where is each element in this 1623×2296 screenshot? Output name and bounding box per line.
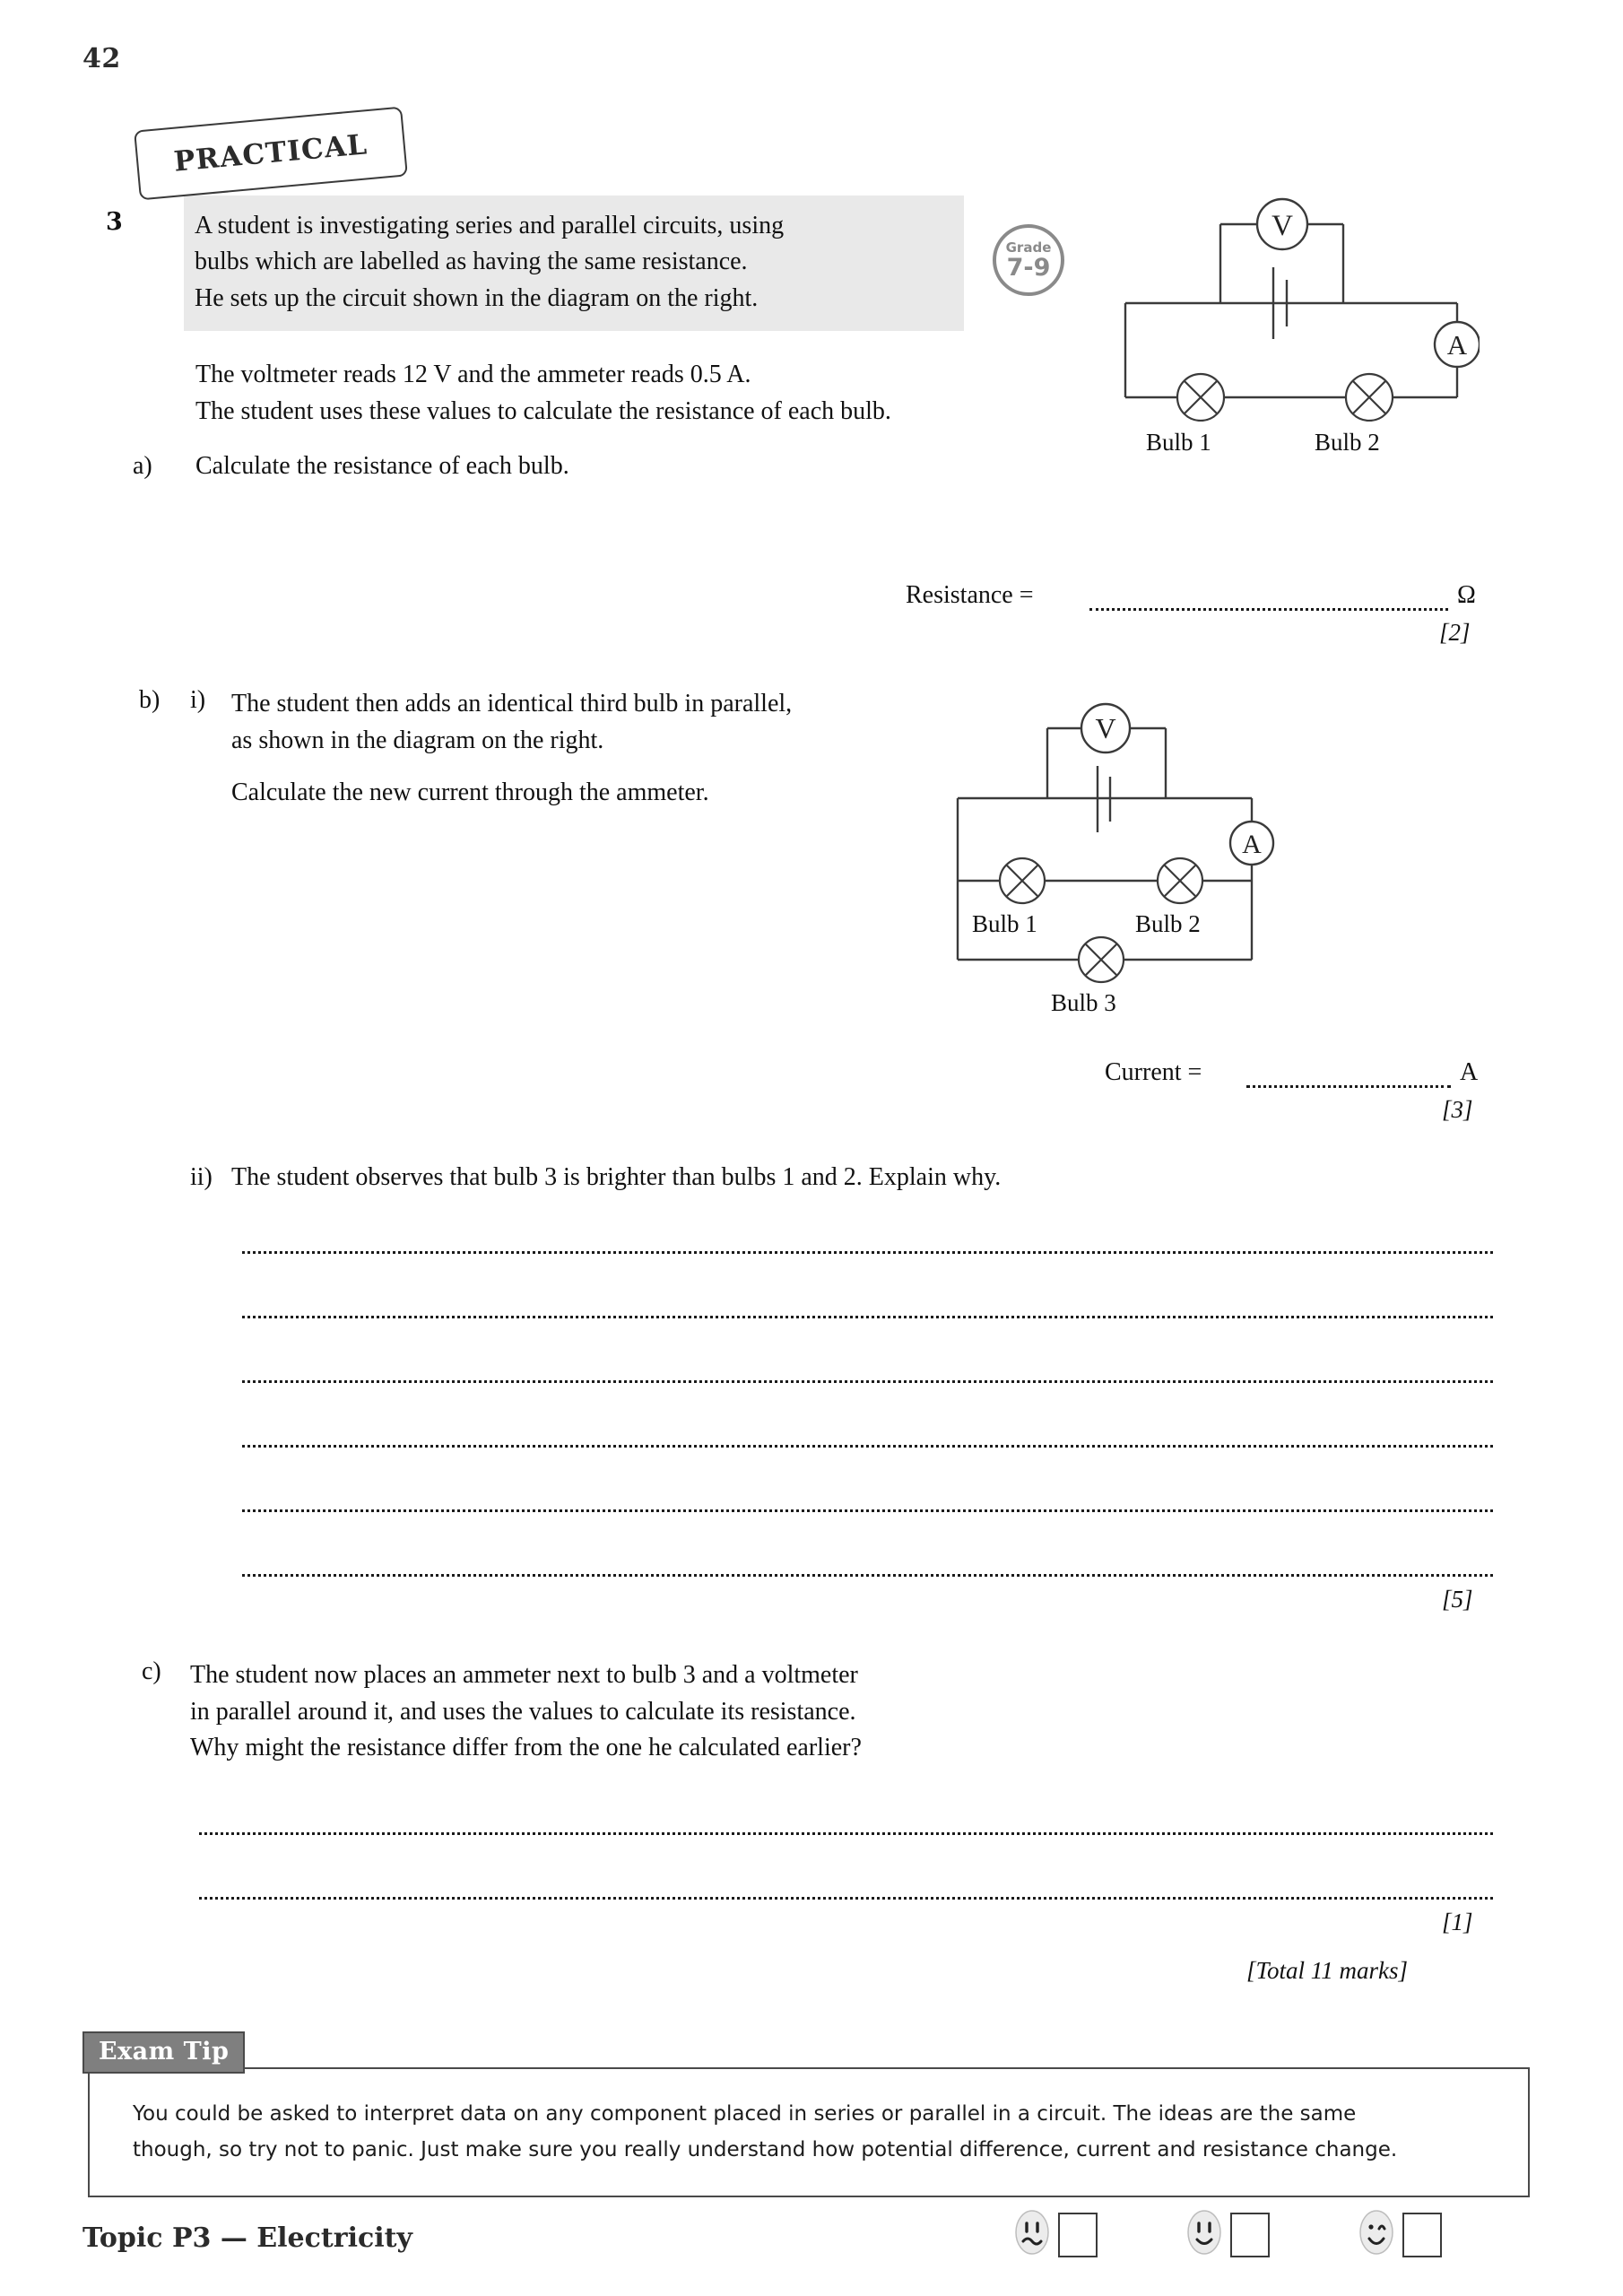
circuit-diagram-2 bbox=[940, 691, 1298, 1016]
page-number: 42 bbox=[82, 43, 121, 74]
exam-tip-line-2: though, so try not to panic. Just make sure you really understand how potential difference, current and resistance change. bbox=[133, 2137, 1398, 2161]
confidence-rating-1[interactable] bbox=[1011, 2208, 1098, 2261]
part-a-unit: Ω bbox=[1457, 581, 1476, 609]
practical-stamp-label: PRACTICAL bbox=[172, 128, 369, 178]
grade-badge bbox=[993, 224, 1064, 296]
part-c-line-2: in parallel around it, and uses the values to calculate its resistance. bbox=[190, 1697, 856, 1726]
part-b-ii-answer-line-3[interactable] bbox=[242, 1380, 1493, 1383]
circuit2-bulb3-label: Bulb 3 bbox=[1051, 989, 1116, 1016]
confidence-rating-2[interactable] bbox=[1184, 2208, 1270, 2261]
part-b-i-instruction: Calculate the new current through the ammeter. bbox=[231, 778, 709, 806]
part-a-text: Calculate the resistance of each bulb. bbox=[195, 452, 569, 480]
exam-tip-line-1: You could be asked to interpret data on any component placed in series or parallel in a circuit. The ideas are the same bbox=[133, 2102, 1357, 2126]
intro-line-2: bulbs which are labelled as having the same resistance. bbox=[195, 248, 748, 276]
readings-line-1: The voltmeter reads 12 V and the ammeter reads 0.5 A. bbox=[195, 361, 751, 388]
part-b-i-roman: i) bbox=[190, 686, 206, 714]
part-a-label: a) bbox=[133, 452, 152, 480]
part-c-label: c) bbox=[142, 1657, 161, 1685]
part-a-marks: [2] bbox=[1439, 619, 1471, 646]
part-c-text bbox=[190, 1657, 862, 1767]
practical-stamp bbox=[134, 107, 408, 201]
part-c-line-3: Why might the resistance differ from the one he calculated earlier? bbox=[190, 1734, 862, 1762]
circuit1-bulb1-label: Bulb 1 bbox=[1146, 429, 1211, 456]
confidence-checkbox-2[interactable] bbox=[1230, 2213, 1270, 2257]
part-a-answer-line[interactable] bbox=[1089, 608, 1448, 611]
readings-paragraph bbox=[195, 357, 891, 430]
part-b-i-answer-label: Current = bbox=[1105, 1058, 1202, 1086]
grade-badge-top: Grade bbox=[1005, 239, 1052, 256]
part-b-ii-answer-line-5[interactable] bbox=[242, 1509, 1493, 1512]
part-b-i-line-1: The student then adds an identical third bulb in parallel, bbox=[231, 690, 793, 718]
question-intro bbox=[184, 196, 964, 331]
face-unsure-icon bbox=[1011, 2208, 1053, 2261]
circuit1-voltmeter-label: V bbox=[1271, 210, 1293, 242]
part-b-ii-answer-line-6[interactable] bbox=[242, 1574, 1493, 1577]
part-b-ii-answer-line-2[interactable] bbox=[242, 1316, 1493, 1318]
circuit-diagram-1 bbox=[1103, 188, 1480, 456]
part-b-i-line-2: as shown in the diagram on the right. bbox=[231, 726, 604, 754]
circuit2-bulb2-label: Bulb 2 bbox=[1135, 910, 1201, 937]
circuit2-bulb1-label: Bulb 1 bbox=[972, 910, 1037, 937]
confidence-checkbox-1[interactable] bbox=[1058, 2213, 1098, 2257]
circuit1-bulb2-label: Bulb 2 bbox=[1315, 429, 1380, 456]
part-c-answer-line-1[interactable] bbox=[199, 1832, 1493, 1835]
part-b-label: b) bbox=[139, 686, 161, 714]
intro-line-1: A student is investigating series and parallel circuits, using bbox=[195, 212, 785, 239]
intro-line-3: He sets up the circuit shown in the diagram on the right. bbox=[195, 283, 759, 312]
part-c-line-1: The student now places an ammeter next to bulb 3 and a voltmeter bbox=[190, 1661, 858, 1689]
face-ok-icon bbox=[1184, 2208, 1225, 2261]
grade-badge-bottom: 7-9 bbox=[1006, 253, 1051, 282]
circuit2-voltmeter-label: V bbox=[1095, 712, 1116, 744]
readings-line-2: The student uses these values to calculate the resistance of each bulb. bbox=[195, 396, 891, 425]
part-b-ii-marks: [5] bbox=[1442, 1586, 1473, 1613]
circuit2-ammeter-label: A bbox=[1242, 830, 1262, 859]
part-b-i-unit: A bbox=[1460, 1058, 1479, 1086]
part-b-ii-answer-line-4[interactable] bbox=[242, 1445, 1493, 1448]
confidence-checkbox-3[interactable] bbox=[1402, 2213, 1442, 2257]
face-happy-wink-icon bbox=[1356, 2208, 1397, 2261]
part-a-answer-label: Resistance = bbox=[906, 581, 1034, 609]
total-marks: [Total 11 marks] bbox=[1246, 1957, 1409, 1984]
confidence-rating-3[interactable] bbox=[1356, 2208, 1442, 2261]
part-b-i-answer-line[interactable] bbox=[1246, 1085, 1451, 1088]
part-b-ii-text: The student observes that bulb 3 is brighter than bulbs 1 and 2. Explain why. bbox=[231, 1163, 1002, 1191]
part-b-i-marks: [3] bbox=[1442, 1096, 1473, 1123]
part-b-i-text bbox=[231, 686, 792, 759]
footer-topic: Topic P3 — Electricity bbox=[82, 2222, 412, 2254]
question-number: 3 bbox=[106, 208, 123, 236]
part-c-marks: [1] bbox=[1442, 1909, 1473, 1935]
circuit1-ammeter-label: A bbox=[1446, 329, 1468, 361]
part-c-answer-line-2[interactable] bbox=[199, 1897, 1493, 1900]
exam-tip-header: Exam Tip bbox=[82, 2031, 245, 2074]
part-b-ii-answer-line-1[interactable] bbox=[242, 1251, 1493, 1254]
part-b-ii-roman: ii) bbox=[190, 1163, 213, 1191]
exam-tip-text bbox=[133, 2097, 1496, 2168]
